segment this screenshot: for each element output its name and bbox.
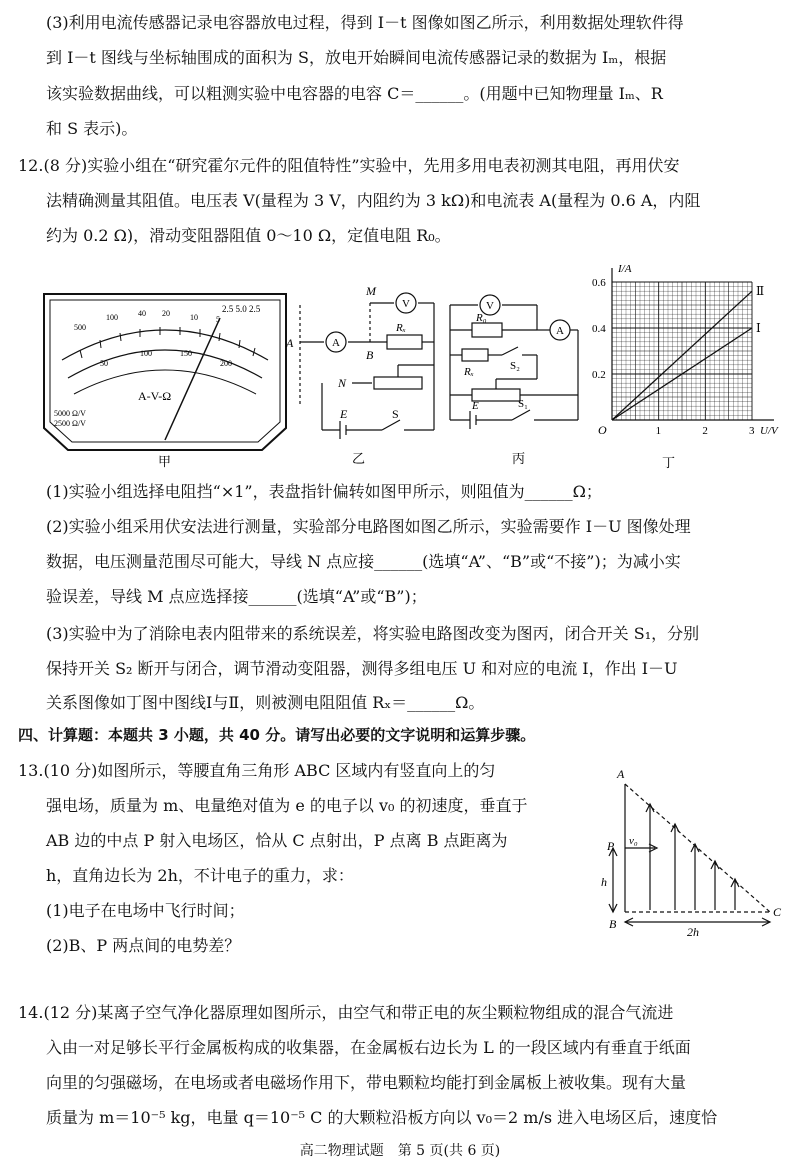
label-P: P: [607, 839, 615, 853]
label-S: S: [392, 407, 399, 421]
text-line: AB 边的中点 P 射入电场区，恰从 C 点射出，P 点离 B 点距离为: [46, 831, 508, 850]
text-line: (2)实验小组采用伏安法进行测量，实验部分电路图如图乙所示，实验需要作 I－U 图像处理: [46, 517, 691, 536]
text-line: (1)电子在电场中飞行时间；: [46, 901, 245, 920]
ammeter-symbol: A: [332, 337, 340, 349]
section-heading: 四、计算题：本题共 3 小题，共 40 分。请写出必要的文字说明和运算步骤。: [18, 726, 536, 744]
y-tick-label: 0.2: [592, 369, 606, 381]
text-line: 数据，电压测量范围尽可能大，导线 N 点应接______(选填“A”、“B”或“不接”)；为减小实: [46, 552, 681, 571]
question-14-line: 14.(12 分)某离子空气净化器原理如图所示，由空气和带正电的灰尘颗粒物组成的混合气流进: [18, 1003, 674, 1022]
meter-sensitivity: 2500 Ω/V: [54, 419, 86, 428]
dc-tick: 100: [140, 349, 152, 358]
text-line: (3)实验中为了消除电表内阻带来的系统误差，将实验电路图改变为图丙，闭合开关 S₁，分别: [46, 624, 700, 643]
text-line: 和 S 表示)。: [46, 119, 138, 138]
ohm-tick: 10: [190, 313, 198, 322]
question-12-line: 12.(8 分)实验小组在“研究霍尔元件的阻值特性”实验中，先用多用电表初测其电阻，再用伏安: [18, 156, 680, 175]
figure-triangle: [595, 764, 790, 939]
x-tick-label: 1: [655, 425, 662, 437]
label-S1: S₁: [518, 398, 528, 410]
ammeter-symbol: A: [556, 325, 564, 337]
meter-sensitivity: 5000 Ω/V: [54, 409, 86, 418]
text-line: (2)B、P 两点间的电势差？: [46, 936, 241, 955]
series-label: Ⅰ: [756, 321, 761, 335]
label-C: C: [773, 905, 782, 919]
ohm-tick: 100: [106, 313, 118, 322]
series-label: Ⅱ: [756, 284, 765, 299]
label-A: A: [617, 767, 625, 781]
figure-iu-graph: [592, 262, 787, 472]
caption-bing: 丙: [512, 451, 526, 466]
ohm-tick: 40: [138, 309, 146, 318]
meter-needle: [165, 318, 220, 440]
text-line: 验误差，导线 M 点应选择接______(选填“A”或“B”)；: [46, 587, 427, 606]
meter-brand: A-V-Ω: [138, 389, 172, 403]
origin-label: O: [598, 423, 607, 437]
dc-tick: 50: [100, 359, 108, 368]
label-h: h: [601, 875, 607, 889]
scale-top: 2.5 5.0 2.5: [222, 304, 261, 314]
label-Rx: Rₓ: [396, 322, 406, 334]
label-M: M: [366, 285, 376, 298]
y-axis-label: I/A: [618, 263, 632, 275]
text-line: 入由一对足够长平行金属板构成的收集器，在金属板右边长为 L 的一段区域内有垂直于纸面: [46, 1038, 691, 1057]
label-E: E: [340, 407, 348, 421]
y-tick-label: 0.4: [592, 323, 606, 335]
text-line: 保持开关 S₂ 断开与闭合，调节滑动变阻器，测得多组电压 U 和对应的电流 I，作出 I－U: [46, 659, 678, 678]
page-footer: 高二物理试题 第 5 页(共 6 页): [299, 1143, 501, 1159]
caption-jia: 甲: [158, 454, 172, 469]
text-line: 关系图像如丁图中图线Ⅰ与Ⅱ，则被测电阻阻值 Rₓ＝______Ω。: [46, 693, 485, 712]
ohm-tick: 500: [74, 323, 86, 332]
text-line: 质量为 m＝10⁻⁵ kg，电量 q＝10⁻⁵ C 的大颗粒沿板方向以 v₀＝2 m/s 进入电场区后，速度恰: [46, 1108, 718, 1127]
text-line: 向里的匀强磁场，在电场或者电磁场作用下，带电颗粒均能打到金属板上被收集。现有大量: [46, 1073, 687, 1092]
figure-circuit-bing: [442, 285, 592, 470]
x-tick-label: 3: [749, 425, 755, 437]
label-Rx: Rₓ: [464, 366, 474, 378]
text-line: 该实验数据曲线，可以粗测实验中电容器的电容 C＝______。(用题中已知物理量 Iₘ、R: [46, 84, 663, 103]
label-A: A: [286, 336, 294, 350]
voltmeter-symbol: V: [486, 300, 494, 312]
caption-yi: 乙: [352, 451, 366, 466]
graph-grid: [612, 282, 752, 420]
text-line: (3)利用电流传感器记录电容器放电过程，得到 I－t 图像如图乙所示，利用数据处理软件得: [46, 13, 684, 32]
label-B: B: [609, 917, 617, 931]
text-line: 约为 0.2 Ω)，滑动变阻器阻值 0～10 Ω，定值电阻 R₀。: [46, 226, 451, 245]
text-line: h，直角边长为 2h，不计电子的重力，求：: [46, 866, 354, 885]
text-line: (1)实验小组选择电阻挡“×1”，表盘指针偏转如图甲所示，则阻值为______Ω；: [46, 482, 602, 501]
label-N: N: [338, 376, 347, 390]
voltmeter-symbol: V: [402, 298, 410, 310]
label-B: B: [366, 348, 374, 362]
ohm-tick: 20: [162, 309, 170, 318]
text-line: 到 I－t 图线与坐标轴围成的面积为 S，放电开始瞬间电流传感器记录的数据为 Iₘ，根据: [46, 48, 667, 67]
dc-tick: 200: [220, 359, 232, 368]
label-2h: 2h: [687, 925, 699, 939]
label-R0: R₀: [476, 312, 487, 324]
text-line: 强电场，质量为 m、电量绝对值为 e 的电子以 v₀ 的初速度，垂直于: [46, 796, 528, 815]
text-line: 法精确测量其阻值。电压表 V(量程为 3 V，内阻约为 3 kΩ)和电流表 A(量程为 0.6 A，内阻: [46, 191, 701, 210]
ohm-tick: 5: [216, 315, 220, 324]
label-S2: S₂: [510, 360, 520, 372]
x-tick-label: 2: [702, 425, 708, 437]
caption-ding: 丁: [662, 455, 676, 470]
figure-circuit-yi: [282, 285, 442, 470]
label-v0: v₀: [629, 835, 638, 847]
figure-multimeter: [40, 290, 290, 470]
y-tick-label: 0.6: [592, 277, 606, 289]
dc-tick: 150: [180, 349, 192, 358]
x-axis-label: U/V: [760, 425, 778, 437]
question-13-line: 13.(10 分)如图所示，等腰直角三角形 ABC 区域内有竖直向上的匀: [18, 761, 496, 780]
label-E: E: [472, 400, 479, 412]
